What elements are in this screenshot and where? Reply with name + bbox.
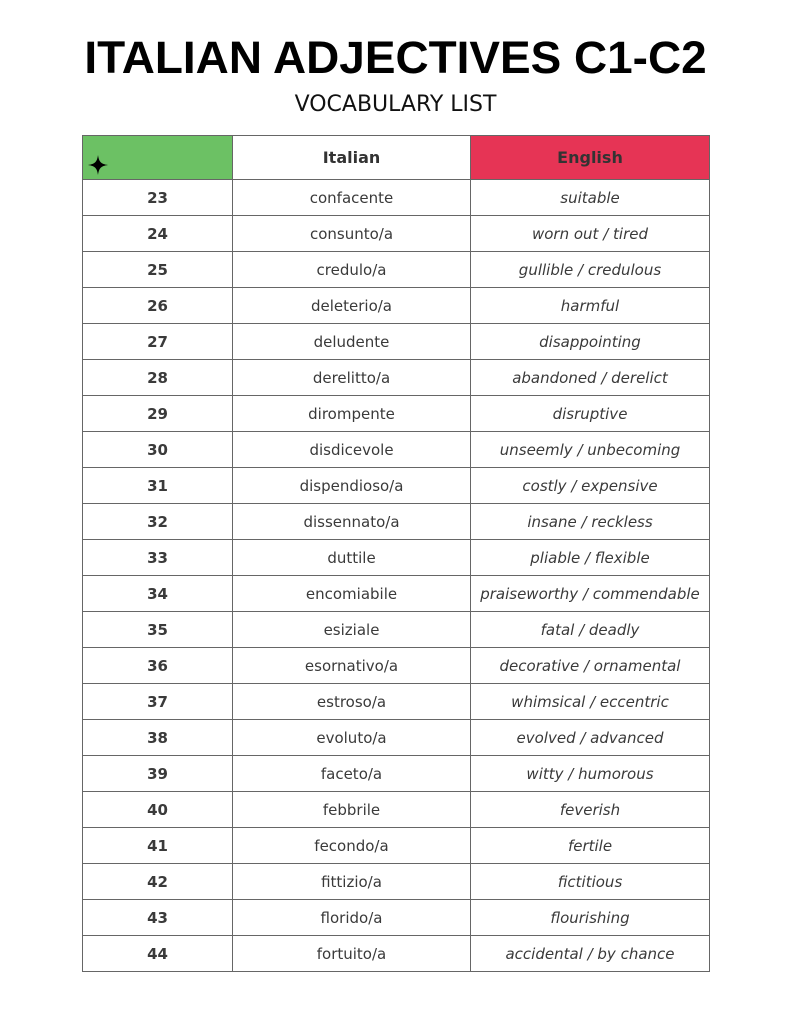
english-translation: whimsical / eccentric [471, 684, 710, 720]
italian-word: fecondo/a [233, 828, 471, 864]
table-header-row [83, 136, 710, 180]
header-italian-column: Italian [233, 136, 471, 180]
row-number: 35 [83, 612, 233, 648]
english-translation: gullible / credulous [471, 252, 710, 288]
row-number: 44 [83, 936, 233, 972]
italian-word: confacente [233, 180, 471, 216]
row-number: 23 [83, 180, 233, 216]
page-subtitle: VOCABULARY LIST [294, 92, 497, 117]
vocabulary-table [82, 135, 710, 972]
italian-word: estroso/a [233, 684, 471, 720]
row-number: 24 [83, 216, 233, 252]
row-number: 41 [83, 828, 233, 864]
table-row [83, 648, 710, 684]
italian-word: disdicevole [233, 432, 471, 468]
table-row [83, 792, 710, 828]
row-number: 31 [83, 468, 233, 504]
table-row [83, 288, 710, 324]
english-translation: fertile [471, 828, 710, 864]
italian-word: febbrile [233, 792, 471, 828]
row-number: 25 [83, 252, 233, 288]
row-number: 29 [83, 396, 233, 432]
row-number: 39 [83, 756, 233, 792]
table-row [83, 900, 710, 936]
italian-word: dispendioso/a [233, 468, 471, 504]
italian-word: faceto/a [233, 756, 471, 792]
table-row [83, 216, 710, 252]
four-point-star-icon [88, 155, 108, 175]
header-number-column [83, 136, 233, 180]
row-number: 38 [83, 720, 233, 756]
table-row [83, 252, 710, 288]
italian-word: deleterio/a [233, 288, 471, 324]
english-translation: flourishing [471, 900, 710, 936]
row-number: 43 [83, 900, 233, 936]
row-number: 36 [83, 648, 233, 684]
row-number: 28 [83, 360, 233, 396]
english-translation: fatal / deadly [471, 612, 710, 648]
table-row [83, 828, 710, 864]
english-translation: witty / humorous [471, 756, 710, 792]
english-translation: disappointing [471, 324, 710, 360]
table-row [83, 468, 710, 504]
italian-word: evoluto/a [233, 720, 471, 756]
table-row [83, 180, 710, 216]
row-number: 26 [83, 288, 233, 324]
table-row [83, 504, 710, 540]
row-number: 42 [83, 864, 233, 900]
table-row [83, 936, 710, 972]
english-translation: costly / expensive [471, 468, 710, 504]
english-translation: pliable / flexible [471, 540, 710, 576]
italian-word: deludente [233, 324, 471, 360]
italian-word: consunto/a [233, 216, 471, 252]
italian-word: esiziale [233, 612, 471, 648]
english-translation: worn out / tired [471, 216, 710, 252]
english-translation: disruptive [471, 396, 710, 432]
italian-word: duttile [233, 540, 471, 576]
italian-word: esornativo/a [233, 648, 471, 684]
english-translation: decorative / ornamental [471, 648, 710, 684]
row-number: 40 [83, 792, 233, 828]
english-translation: praiseworthy / commendable [471, 576, 710, 612]
table-row [83, 756, 710, 792]
row-number: 30 [83, 432, 233, 468]
page-title: ITALIAN ADJECTIVES C1-C2 [84, 32, 707, 83]
english-translation: abandoned / derelict [471, 360, 710, 396]
english-translation: evolved / advanced [471, 720, 710, 756]
english-translation: fictitious [471, 864, 710, 900]
row-number: 33 [83, 540, 233, 576]
english-translation: feverish [471, 792, 710, 828]
italian-word: credulo/a [233, 252, 471, 288]
row-number: 37 [83, 684, 233, 720]
italian-word: dissennato/a [233, 504, 471, 540]
italian-word: fortuito/a [233, 936, 471, 972]
table-row [83, 324, 710, 360]
table-row [83, 612, 710, 648]
table-row [83, 576, 710, 612]
english-translation: harmful [471, 288, 710, 324]
table-row [83, 396, 710, 432]
table-row [83, 540, 710, 576]
table-row [83, 360, 710, 396]
table-row [83, 720, 710, 756]
row-number: 34 [83, 576, 233, 612]
table-row [83, 684, 710, 720]
italian-word: dirompente [233, 396, 471, 432]
row-number: 27 [83, 324, 233, 360]
row-number: 32 [83, 504, 233, 540]
italian-word: derelitto/a [233, 360, 471, 396]
english-translation: suitable [471, 180, 710, 216]
english-translation: insane / reckless [471, 504, 710, 540]
header-english-column: English [471, 136, 710, 180]
english-translation: unseemly / unbecoming [471, 432, 710, 468]
italian-word: florido/a [233, 900, 471, 936]
table-row [83, 432, 710, 468]
italian-word: fittizio/a [233, 864, 471, 900]
table-row [83, 864, 710, 900]
italian-word: encomiabile [233, 576, 471, 612]
english-translation: accidental / by chance [471, 936, 710, 972]
